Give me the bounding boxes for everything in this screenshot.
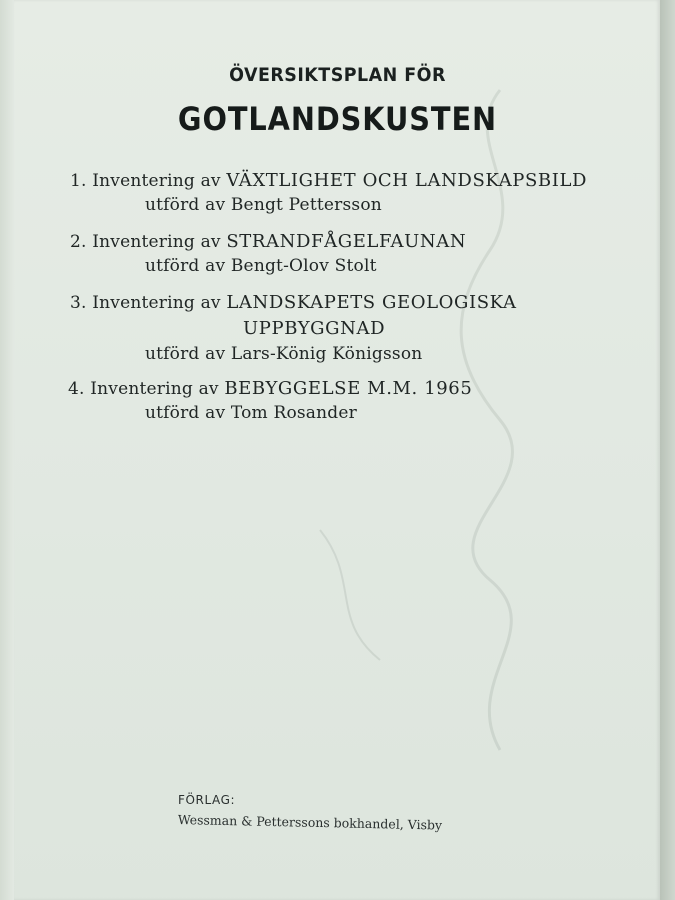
entry-subject-continued: UPPBYGGNAD <box>243 318 386 339</box>
entry-prefix: Inventering av <box>92 293 221 313</box>
entry-4-line <box>68 378 472 399</box>
title-overline: ÖVERSIKTSPLAN FÖR <box>229 64 446 86</box>
entry-subject: LANDSKAPETS GEOLOGISKA <box>226 292 517 313</box>
entry-number: 2. <box>70 232 87 252</box>
page-title: GOTLANDSKUSTEN <box>177 100 498 138</box>
entry-2-line <box>70 231 466 252</box>
publisher-name: Wessman & Petterssons bokhandel, Visby <box>177 812 443 833</box>
entry-prefix: Inventering av <box>92 232 221 252</box>
entry-number: 3. <box>70 293 87 313</box>
entry-3-line <box>70 292 517 313</box>
entry-credit: utförd av Tom Rosander <box>145 403 357 423</box>
entry-number: 4. <box>68 379 85 399</box>
entry-prefix: Inventering av <box>92 171 221 191</box>
entry-1-line <box>70 170 587 191</box>
entry-subject: BEBYGGELSE M.M. 1965 <box>224 378 473 399</box>
entry-subject: STRANDFÅGELFAUNAN <box>226 231 467 252</box>
page-left-edge <box>0 0 14 900</box>
entry-credit: utförd av Bengt-Olov Stolt <box>145 256 377 276</box>
entry-subject: VÄXTLIGHET OCH LANDSKAPSBILD <box>226 170 588 191</box>
entry-credit: utförd av Bengt Pettersson <box>145 195 382 215</box>
entry-credit: utförd av Lars-König Königsson <box>145 344 423 364</box>
page-right-edge <box>660 0 675 900</box>
publisher-label: FÖRLAG: <box>178 793 236 807</box>
entry-prefix: Inventering av <box>90 379 219 399</box>
entry-number: 1. <box>70 171 87 191</box>
